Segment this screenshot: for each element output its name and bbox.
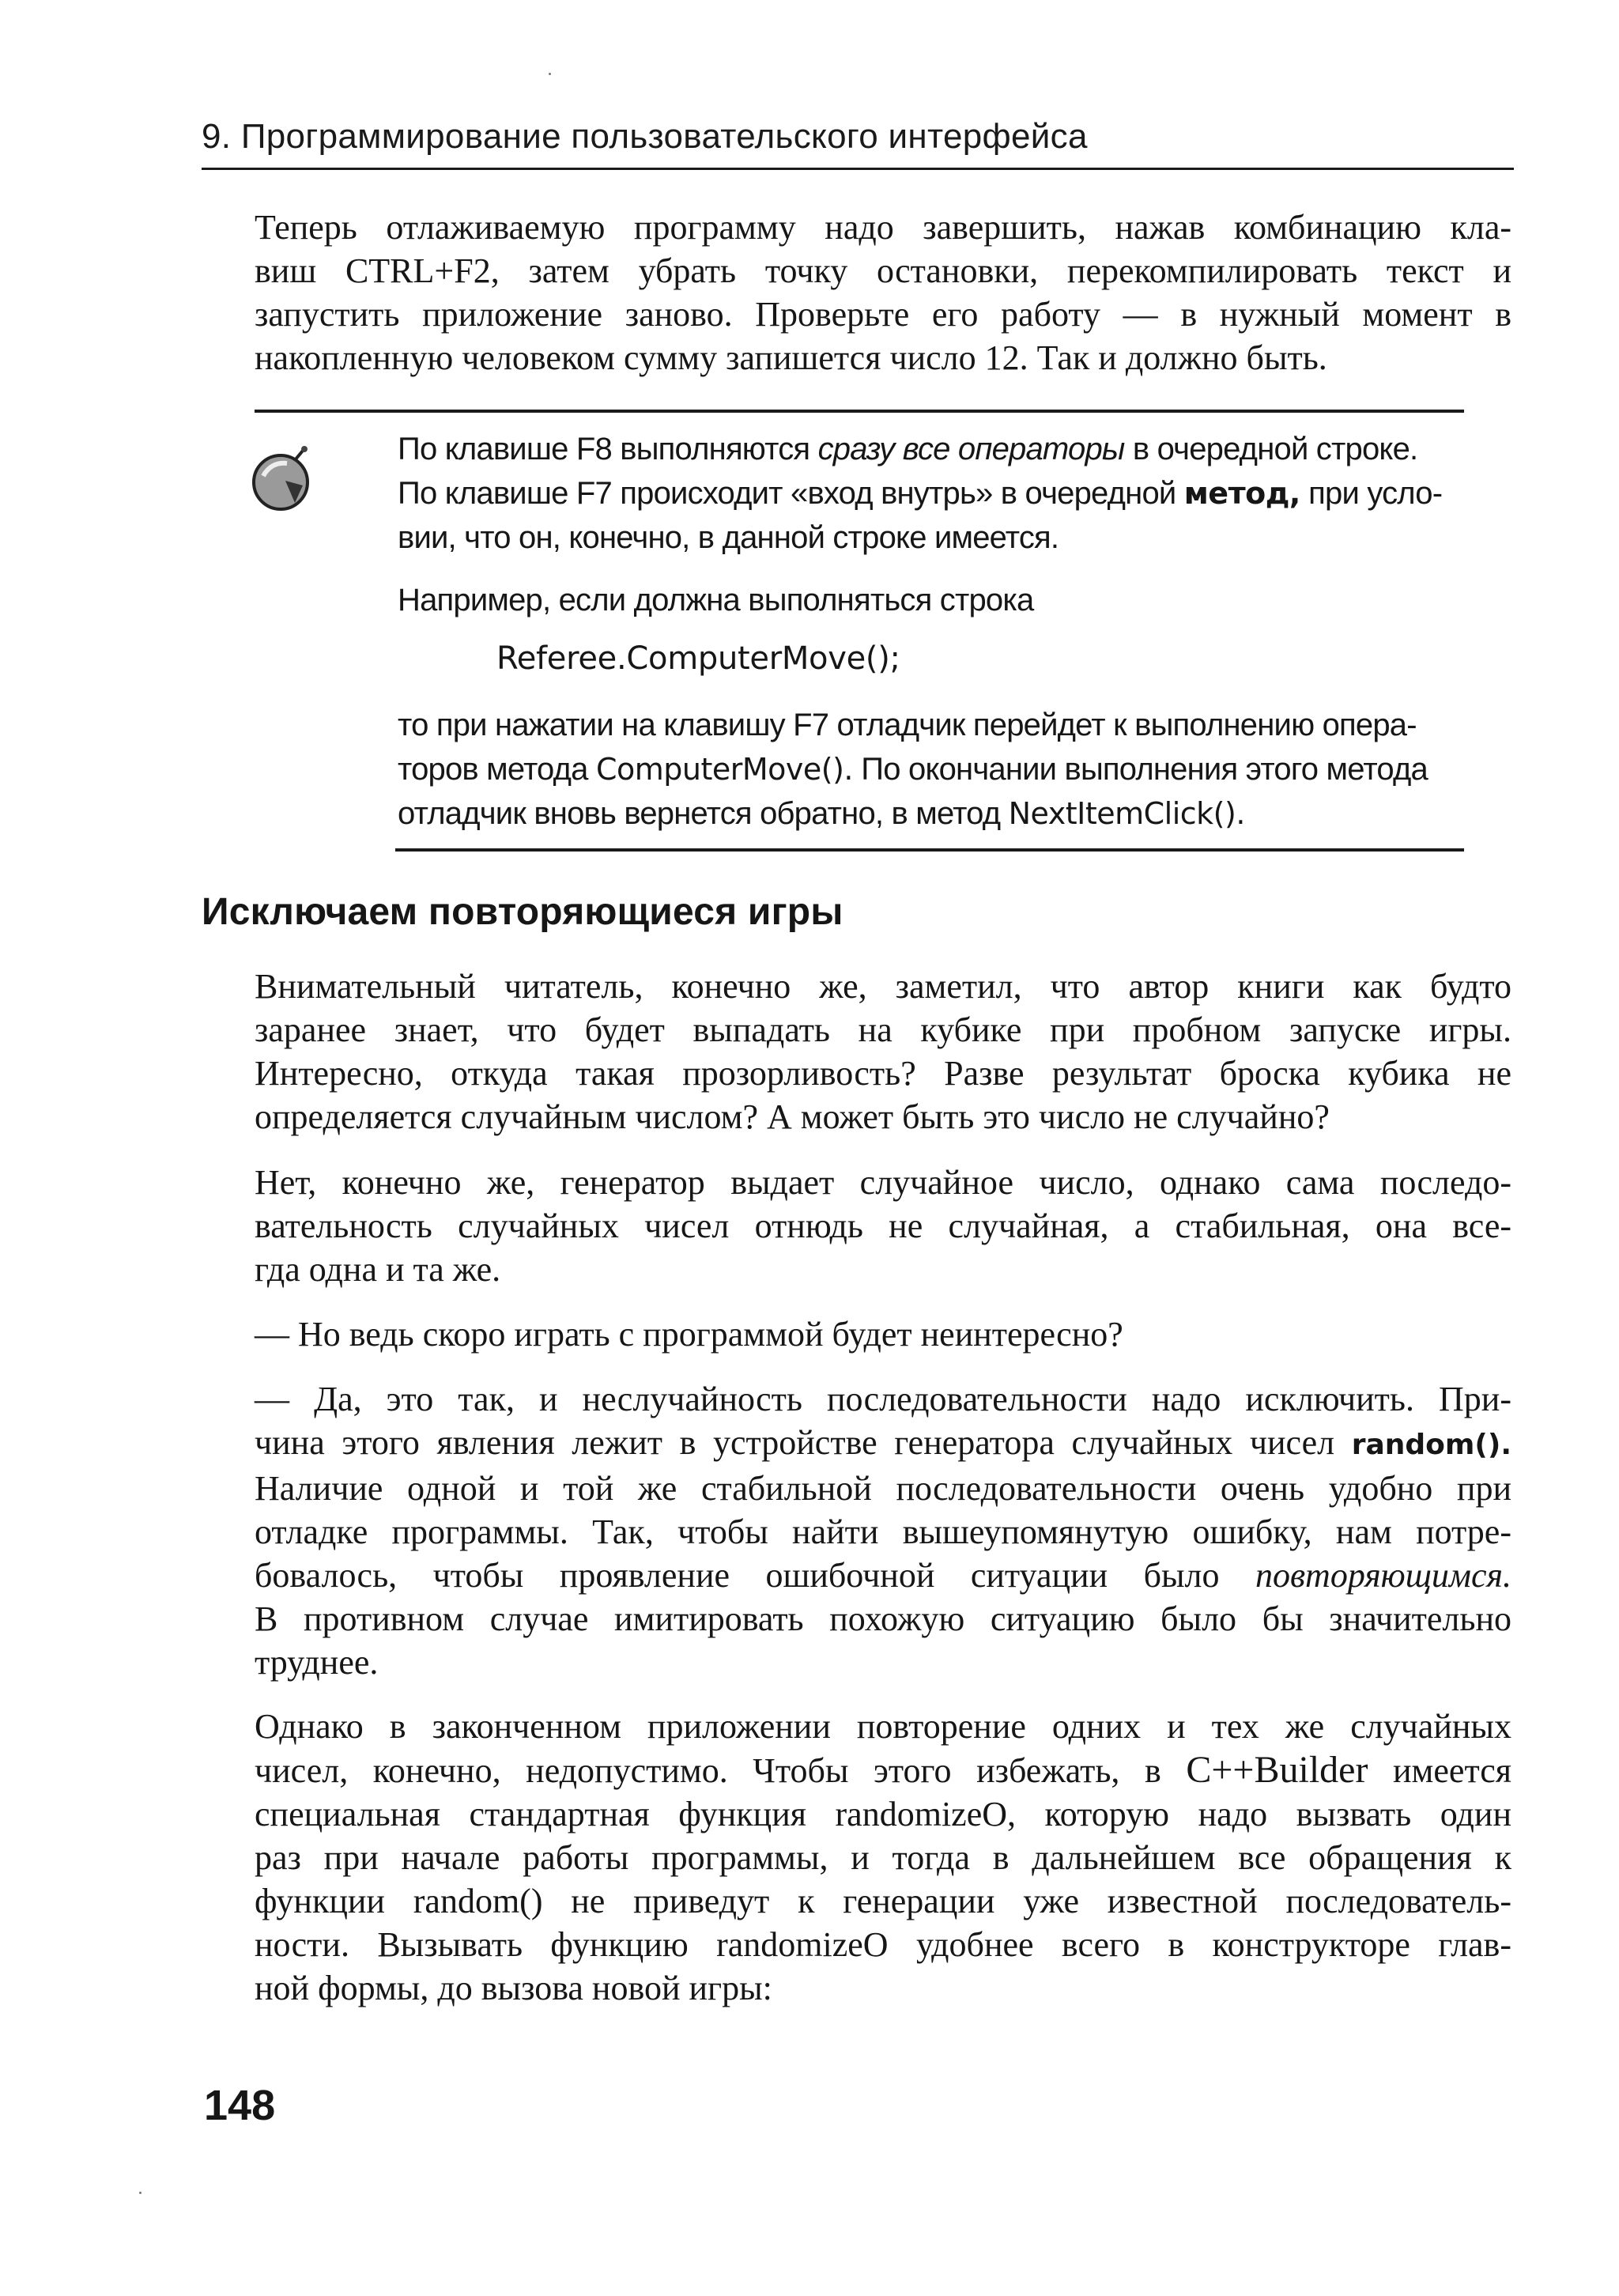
text-line: заранее знает, что будет выпадать на кубике при пробном запуске игры. [255,1010,1511,1049]
text-line: Наличие одной и той же стабильной последовательности очень удобно при [255,1469,1511,1508]
text-line: определяется случайным числом? А может быть это число не случайно? [255,1097,1330,1136]
text-line: ности. Вызывать функцию randomizeO удобнее всего в конструкторе глав- [255,1925,1511,1964]
paragraph [255,1161,1511,1291]
note-text [398,427,1520,560]
text-line: специальная стандартная функция randomizeO, которую надо вызвать один [255,1795,1511,1833]
text-line: Однако в законченном приложении повторение одних и тех же случайных [255,1707,1511,1746]
paragraph [255,1705,1511,2010]
inline-code: ComputerMove(). [595,752,853,787]
note-line: то при нажатии на клавишу F7 отладчик перейдет к выполнению опера- [398,708,1417,742]
text-line: ной формы, до вызова новой игры: [255,1969,772,2007]
note-top-rule [255,410,1464,413]
bomb-icon [247,444,317,514]
inline-code: random(). [1351,1429,1511,1461]
header-rule [202,168,1514,170]
note-example-intro [398,578,1520,622]
paragraph [255,1377,1511,1684]
note-line: Например, если должна выполняться строка [398,583,1034,617]
text-line: Теперь отлаживаемую программу надо завершить, нажав комбинацию кла- [255,208,1511,247]
running-head: 9. Программирование пользовательского интерфейса [202,117,1088,156]
text-line: накопленную человеком сумму запишется число 12. Так и должно быть. [255,338,1327,377]
text-line: раз при начале работы программы, и тогда в дальнейшем все обращения к [255,1838,1511,1877]
text-line: бовалось, чтобы проявление ошибочной ситуации было повторяющимся. [255,1556,1511,1595]
text-line: гда одна и та же. [255,1250,501,1289]
scan-speck [139,2192,142,2194]
emphasis: повторяющимся. [1255,1556,1511,1595]
inline-code: метод, [1183,476,1300,511]
text-line: вательность случайных чисел отнюдь не случайная, а стабильная, она все- [255,1207,1511,1245]
note-line: вии, что он, конечно, в данной строке имеется. [398,520,1059,555]
text-line: отладке программы. Так, чтобы найти вышеупомянутую ошибку, нам потре- [255,1512,1511,1551]
text-line: виш CTRL+F2, затем убрать точку остановки, перекомпилировать текст и [255,251,1511,290]
text-line: — Да, это так, и неслучайность последовательности надо исключить. При- [255,1380,1511,1418]
text-line: запустить приложение заново. Проверьте его работу — в нужный момент в [255,295,1511,334]
note-line: отладчик вновь вернется обратно, в метод NextItemClick(). [398,796,1245,831]
note-line: торов метода ComputerMove(). По окончании выполнения этого метода [398,752,1428,787]
product-name: C++Builder [1186,1749,1368,1791]
note-bottom-rule [395,848,1464,852]
code-example: Referee.ComputerMove(); [496,640,900,677]
inline-code: NextItemClick(). [1008,796,1245,831]
text-line: чина этого явления лежит в устройстве генератора случайных чисел random(). [255,1423,1511,1462]
text-line: Нет, конечно же, генератор выдает случайное число, однако сама последо- [255,1163,1511,1202]
text-line: труднее. [255,1643,379,1682]
section-heading: Исключаем повторяющиеся игры [202,891,843,933]
text-line: Интересно, откуда такая прозорливость? Разве результат броска кубика не [255,1054,1511,1093]
text-line: — Но ведь скоро играть с программой будет неинтересно? [255,1315,1123,1354]
note-line: По клавише F7 происходит «вход внутрь» в очередной метод, при усло- [398,476,1443,511]
emphasis: сразу все операторы [817,432,1125,466]
dialogue-line [255,1312,1511,1356]
text-line: В противном случае имитировать похожую ситуацию было бы значительно [255,1599,1511,1638]
page-number: 148 [204,2082,276,2129]
scan-speck [549,73,551,75]
intro-paragraph [255,206,1511,380]
text-line: чисел, конечно, недопустимо. Чтобы этого избежать, в C++Builder имеется [255,1749,1511,1791]
note-text-continued [398,703,1520,836]
paragraph [255,965,1511,1139]
note-line: По клавише F8 выполняются сразу все операторы в очередной строке. [398,432,1418,466]
text-line: функции random() не приведут к генерации уже известной последователь- [255,1882,1511,1920]
text-line: Внимательный читатель, конечно же, заметил, что автор книги как будто [255,967,1511,1006]
